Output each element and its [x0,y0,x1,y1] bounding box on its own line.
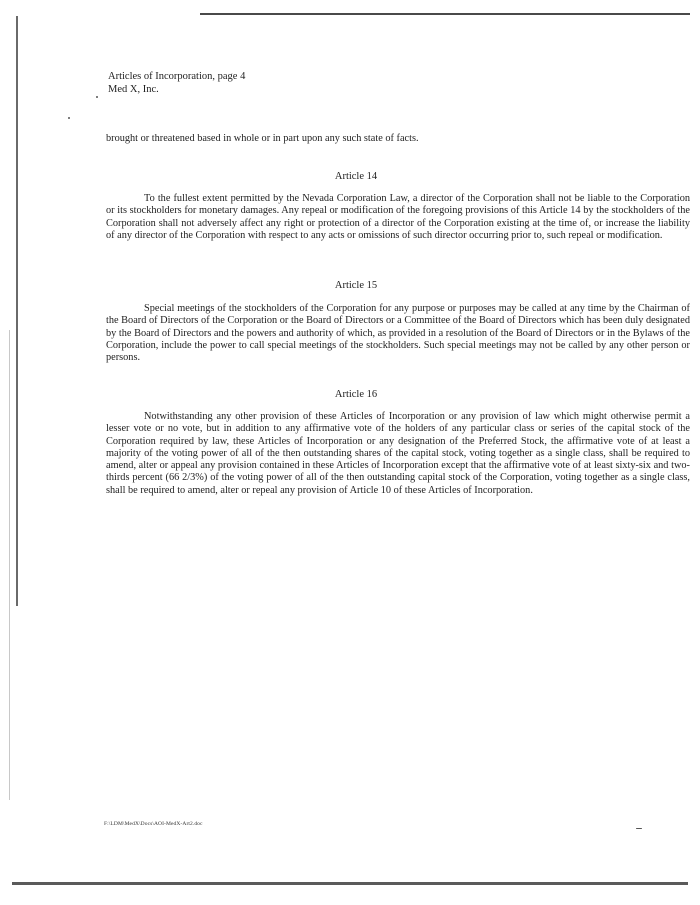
scan-top-border [200,13,690,15]
article-14-text: To the fullest extent permitted by the Nevada Corporation Law, a director of the Corporation shall not be liable to the Corporation or its stockholders for monetary damages. Any repeal or modification of the foregoing provisions of this Article 14 by the stockholders of the Corporation shall not adversely affect any right or protection of a director of the Corporation existing at the time of, or increase the liability of any director of the Corporation with respect to any acts or omissions of such director occurring prior to, such repeal or modification. [106,193,690,241]
header-title: Articles of Incorporation, page 4 [108,71,246,82]
scan-left-border [16,16,18,606]
article-15-text: Special meetings of the stockholders of the Corporation for any purpose or purposes may be called at any time by the Chairman of the Board of Directors of the Corporation or the Board of Directors or a Committee of the Board of Directors which has been duly designated by the Board of Directors and the powers and authority of which, as provided in a resolution of the Board of Directors or in the Bylaws of the Corporation, include the power to call special meetings of the stockholders. Such special meetings may not be called by any other person or persons. [106,303,690,364]
continuation-paragraph: brought or threatened based in whole or in part upon any such state of facts. [106,133,419,144]
scan-speck [636,828,642,829]
article-16-body [106,411,690,497]
scan-bottom-border [12,882,688,885]
page-header [108,70,245,96]
article-14-heading: Article 14 [334,171,378,182]
article-16-text: Notwithstanding any other provision of these Articles of Incorporation or any provision of law which might otherwise permit a lesser vote or no vote, but in addition to any affirmative vote of the holders of any particular class or series of the capital stock of the Corporation required by law, these Articles of Incorporation or any designation of the Preferred Stock, the affirmative vote of at least a majority of the voting power of all of the then outstanding shares of the capital stock, voting together as a single class, shall be required to amend, alter or appeal any provision contained in these Articles of Incorporation except that the affirmative vote of at least sixty-six and two-thirds percent (66 2/3%) of the voting power of all of the then outstanding capital stock of the Corporation, voting together as a single class, shall be required to amend, alter or repeal any provision of Article 10 of these Articles of Incorporation. [106,411,690,496]
article-15-heading: Article 15 [334,280,378,291]
article-15-body [106,303,690,364]
article-16-heading: Article 16 [334,389,378,400]
scan-speck [68,117,70,119]
header-company: Med X, Inc. [108,84,159,95]
footer-file-path: F:\LDM\MedX\Docs\AOI-MedX-Art2.doc [104,821,203,827]
article-14-body [106,193,690,242]
scan-speck [96,96,98,98]
scan-left-border-faint [9,330,10,800]
